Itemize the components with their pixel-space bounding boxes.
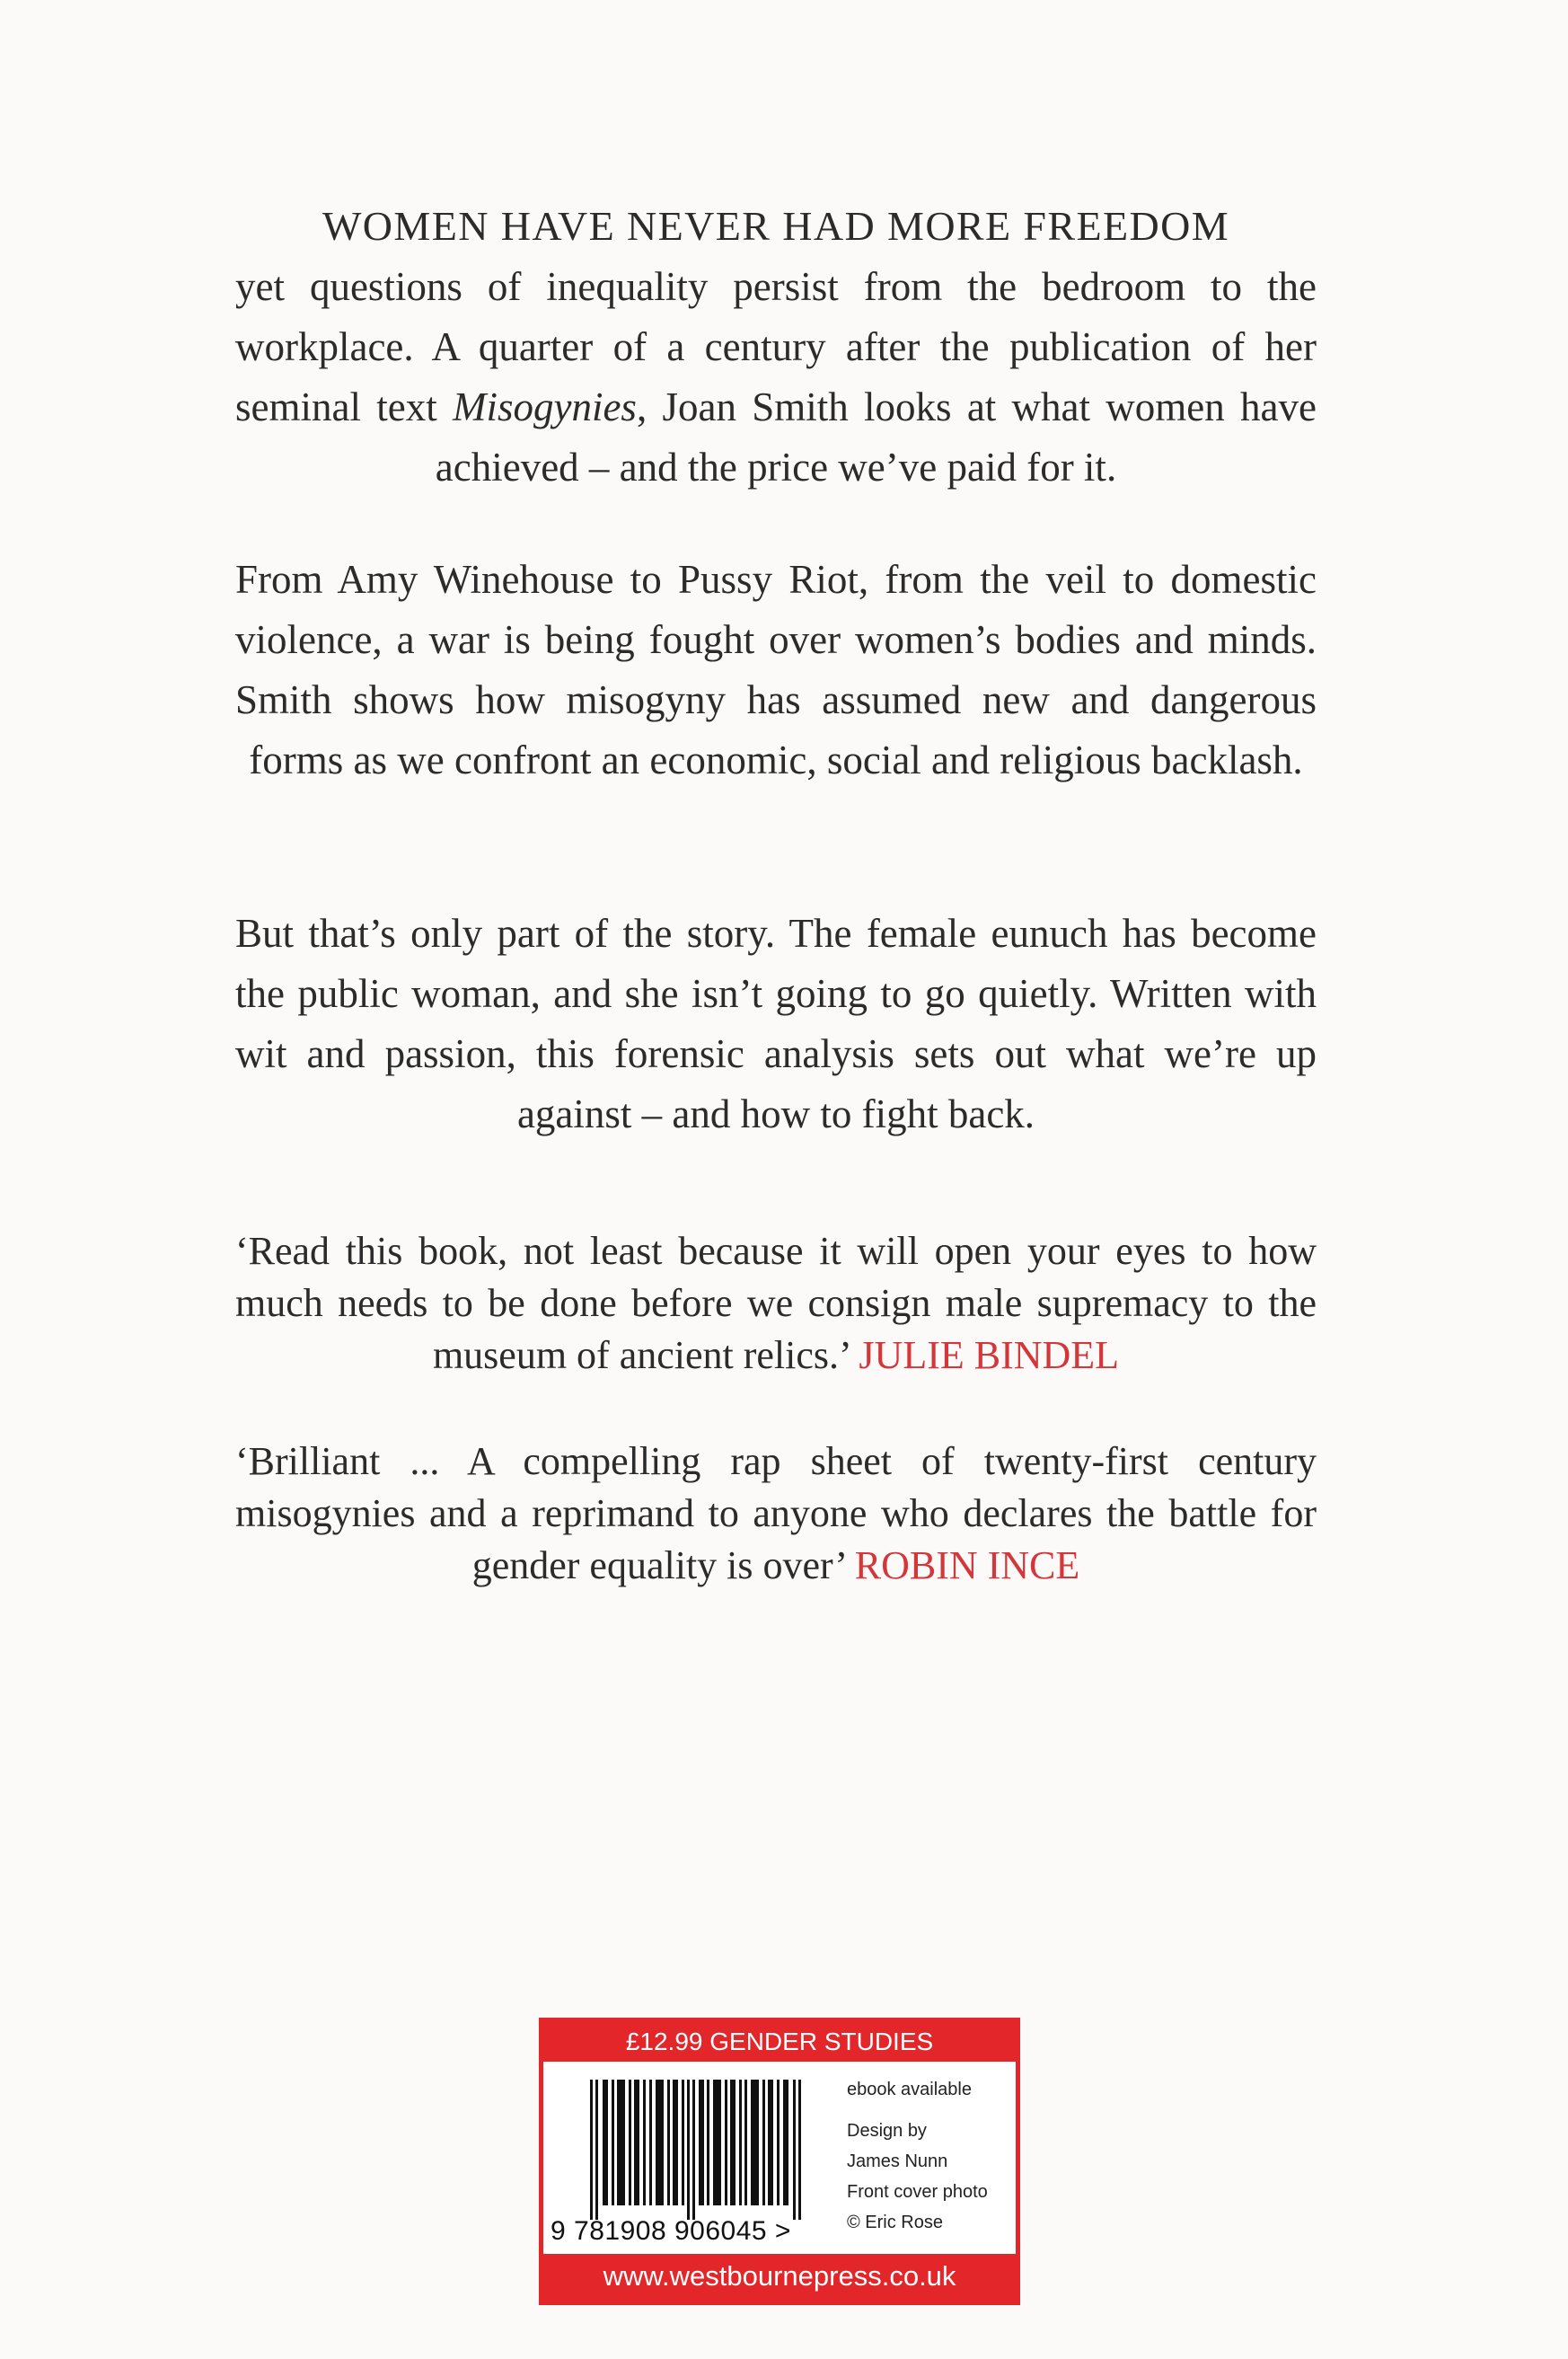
quote-2-author: ROBIN INCE: [854, 1543, 1080, 1587]
blurb-p2-text: From Amy Winehouse to Pussy Riot, from the veil to domestic violence, a war is being fought over women’s bodies and minds. Smith shows how misogyny has assumed new and dangerous forms as we confront an economic, social and religious backlash.: [235, 557, 1317, 782]
publisher-website[interactable]: www.westbournepress.co.uk: [543, 2254, 1016, 2301]
blurb-paragraph-3: [235, 904, 1317, 1144]
quote-1-author: JULIE BINDEL: [859, 1333, 1120, 1377]
blurb-p1-part2: , Joan Smith looks at what women have achieved – and the price we’ve paid for it.: [435, 384, 1317, 490]
design-by-label: Design by: [847, 2121, 927, 2141]
blurb-paragraph-1: [235, 196, 1317, 498]
photo-credit: © Eric Rose: [847, 2213, 943, 2232]
isbn-digits: 9 781908 906045 >: [551, 2216, 791, 2246]
quote-1: [235, 1225, 1317, 1382]
blurb-p1-italic: Misogynies: [452, 384, 637, 429]
blurb-p1-text: [235, 257, 1317, 498]
photo-credit-label: Front cover photo: [847, 2182, 988, 2202]
price-barcode-box: [539, 2018, 1020, 2305]
price-category-bar: £12.99 GENDER STUDIES: [543, 2022, 1016, 2062]
ebook-available: ebook available: [847, 2080, 972, 2099]
blurb-p3-text: But that’s only part of the story. The female eunuch has become the public woman, and she isn’t going to go quietly. Written with wit and passion, this forensic analysis sets out what we’re up against – and how to fight back.: [235, 911, 1317, 1136]
quote-1-text: ‘Read this book, not least because it will open your eyes to how much needs to be done before we consign male supremacy to the museum of ancient relics.’: [235, 1229, 1317, 1377]
blurb-paragraph-2: [235, 550, 1317, 791]
blurb-lead: WOMEN HAVE NEVER HAD MORE FREEDOM: [322, 203, 1230, 249]
blurb-p1-part1: yet questions of inequality persist from the bedroom to the workplace. A quarter of a century after the publication of her seminal text: [235, 264, 1317, 429]
quote-2: [235, 1436, 1317, 1592]
credits: [847, 2074, 1009, 2238]
designer-name: James Nunn: [847, 2151, 948, 2171]
isbn-barcode: [579, 2080, 816, 2220]
quote-2-text: ‘Brilliant ... A compelling rap sheet of twenty-first century misogynies and a reprimand to anyone who declares the battle for gender equality is over’: [235, 1439, 1317, 1587]
